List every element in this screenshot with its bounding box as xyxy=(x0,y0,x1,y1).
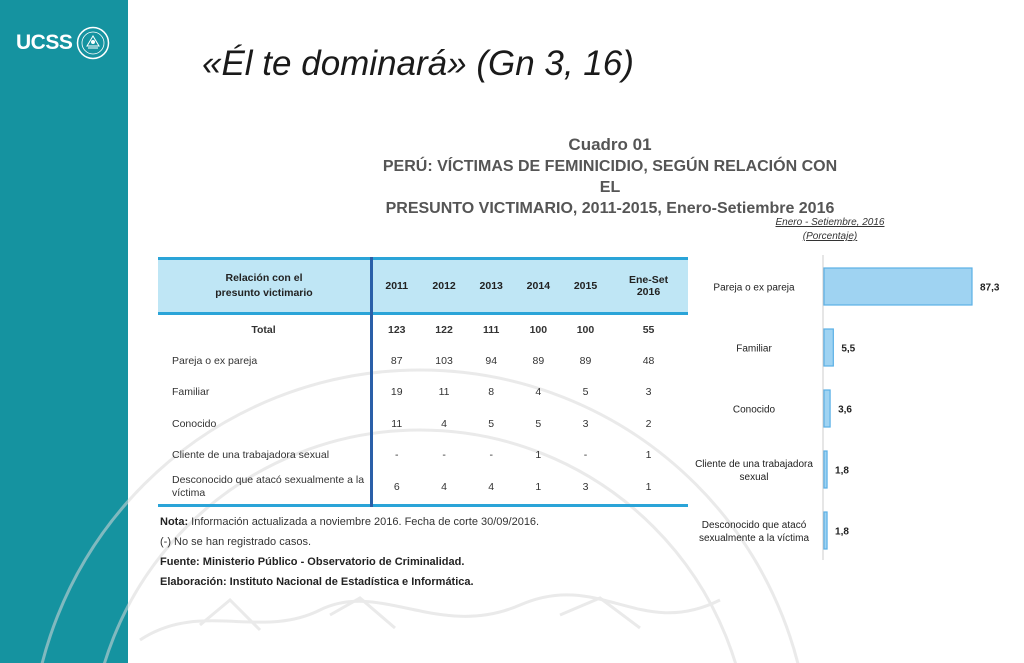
bar-value-label: 1,8 xyxy=(835,526,849,538)
row-label: Conocido xyxy=(158,408,372,440)
bar xyxy=(824,329,833,366)
cell: 89 xyxy=(532,354,545,367)
table-row xyxy=(158,377,688,409)
cell: 100 xyxy=(576,324,595,336)
cell: 4 xyxy=(488,481,495,494)
row-label: Desconocido que atacó sexualmente a la víctima xyxy=(158,471,372,505)
bar-value-label: 3,6 xyxy=(838,404,853,416)
cell: 6 xyxy=(393,481,400,494)
dash-note-line: (-) No se han registrado casos. xyxy=(160,536,312,548)
cell: 1 xyxy=(535,481,542,494)
row-label: Familiar xyxy=(158,377,372,409)
cell: 11 xyxy=(391,417,403,430)
cell: 100 xyxy=(529,324,548,336)
table-row-total xyxy=(158,314,688,346)
chart-period: Enero - Setiembre, 2016 xyxy=(775,217,885,228)
cell: 48 xyxy=(642,354,655,367)
table-row xyxy=(158,440,688,472)
row-label: Cliente de una trabajadora sexual xyxy=(158,440,372,472)
cell: 4 xyxy=(441,481,447,494)
category-label: Desconocido que atacó xyxy=(701,520,807,531)
category-label: Pareja o ex pareja xyxy=(713,282,795,294)
cell: - xyxy=(489,449,493,462)
row-label: Total xyxy=(158,314,372,346)
header-year: 2013 xyxy=(479,280,503,292)
category-label: sexualmente a la víctima xyxy=(698,533,810,544)
table-row xyxy=(158,408,688,440)
cell: 87 xyxy=(390,354,403,367)
cell: 94 xyxy=(485,354,498,367)
chart-unit: (Porcentaje) xyxy=(802,231,858,242)
cell: 8 xyxy=(488,386,495,399)
cell: 3 xyxy=(582,481,589,494)
cell: 1 xyxy=(645,481,652,494)
cuadro-label: Cuadro 01 xyxy=(568,135,652,154)
cell: 11 xyxy=(438,386,450,399)
header-year: 2015 xyxy=(573,280,598,292)
table-row xyxy=(158,471,688,505)
header-ene-set: Ene-Set 2016 xyxy=(628,274,669,298)
bar xyxy=(824,451,827,488)
cell: - xyxy=(442,449,446,462)
cell: 3 xyxy=(645,386,652,399)
percentage-bar-chart xyxy=(686,250,1024,570)
sidebar xyxy=(0,0,128,663)
table-row xyxy=(158,345,688,377)
table-header-row xyxy=(158,259,688,314)
fuente-line: Fuente: Ministerio Público - Observatorio de Criminalidad. xyxy=(160,556,465,568)
cell: 89 xyxy=(579,354,592,367)
ucss-logo[interactable] xyxy=(16,26,110,60)
bar xyxy=(824,390,830,427)
table-caption xyxy=(380,134,840,219)
slide-title: «Él te dominará» (Gn 3, 16) xyxy=(202,44,634,83)
header-relacion: Relación con el presunto victimario xyxy=(158,259,372,314)
row-label: Pareja o ex pareja xyxy=(158,345,372,377)
cell: 111 xyxy=(483,324,500,336)
category-label: Conocido xyxy=(732,404,776,416)
university-seal-icon xyxy=(76,26,110,60)
logo-text: UCSS xyxy=(16,31,73,54)
bar xyxy=(824,268,972,305)
cell: 2 xyxy=(645,417,652,430)
elaboracion-line: Elaboración: Instituto Nacional de Estadística e Informática. xyxy=(160,576,474,588)
cell: 1 xyxy=(535,449,542,462)
cell: 4 xyxy=(441,417,447,430)
cell: - xyxy=(583,449,588,462)
category-label: Familiar xyxy=(736,343,772,355)
bar-value-label: 87,3 xyxy=(980,282,1000,294)
cell: 5 xyxy=(582,386,589,399)
cell: 4 xyxy=(535,386,542,399)
cell: 123 xyxy=(387,324,406,336)
data-table-container xyxy=(158,257,688,501)
chart-heading xyxy=(760,216,900,244)
cell: 5 xyxy=(535,417,542,430)
header-year: 2014 xyxy=(526,280,551,292)
cell: 122 xyxy=(435,324,453,336)
cell: - xyxy=(395,449,399,462)
bar-value-label: 1,8 xyxy=(835,465,849,477)
header-year: 2012 xyxy=(432,280,456,292)
nota-line: Nota: Información actualizada a noviembre 2016. Fecha de corte 30/09/2016. xyxy=(160,516,540,528)
table-notes xyxy=(160,512,539,592)
cell: 103 xyxy=(435,354,453,367)
cuadro-heading-line2: PRESUNTO VICTIMARIO, 2011-2015, Enero-Setiembre 2016 xyxy=(385,200,835,217)
category-label: Cliente de una trabajadora xyxy=(695,459,813,470)
cuadro-heading-line1: PERÚ: VÍCTIMAS DE FEMINICIDIO, SEGÚN RELACIÓN CON EL xyxy=(382,158,838,196)
bar xyxy=(824,512,827,549)
category-label: sexual xyxy=(739,472,769,483)
header-year: 2011 xyxy=(385,280,409,292)
cell: 55 xyxy=(642,324,655,336)
cell: 3 xyxy=(582,417,589,430)
feminicide-table xyxy=(158,257,688,507)
bar-value-label: 5,5 xyxy=(841,343,856,355)
cell: 19 xyxy=(390,386,403,399)
cell: 5 xyxy=(488,417,495,430)
cell: 1 xyxy=(645,449,652,462)
